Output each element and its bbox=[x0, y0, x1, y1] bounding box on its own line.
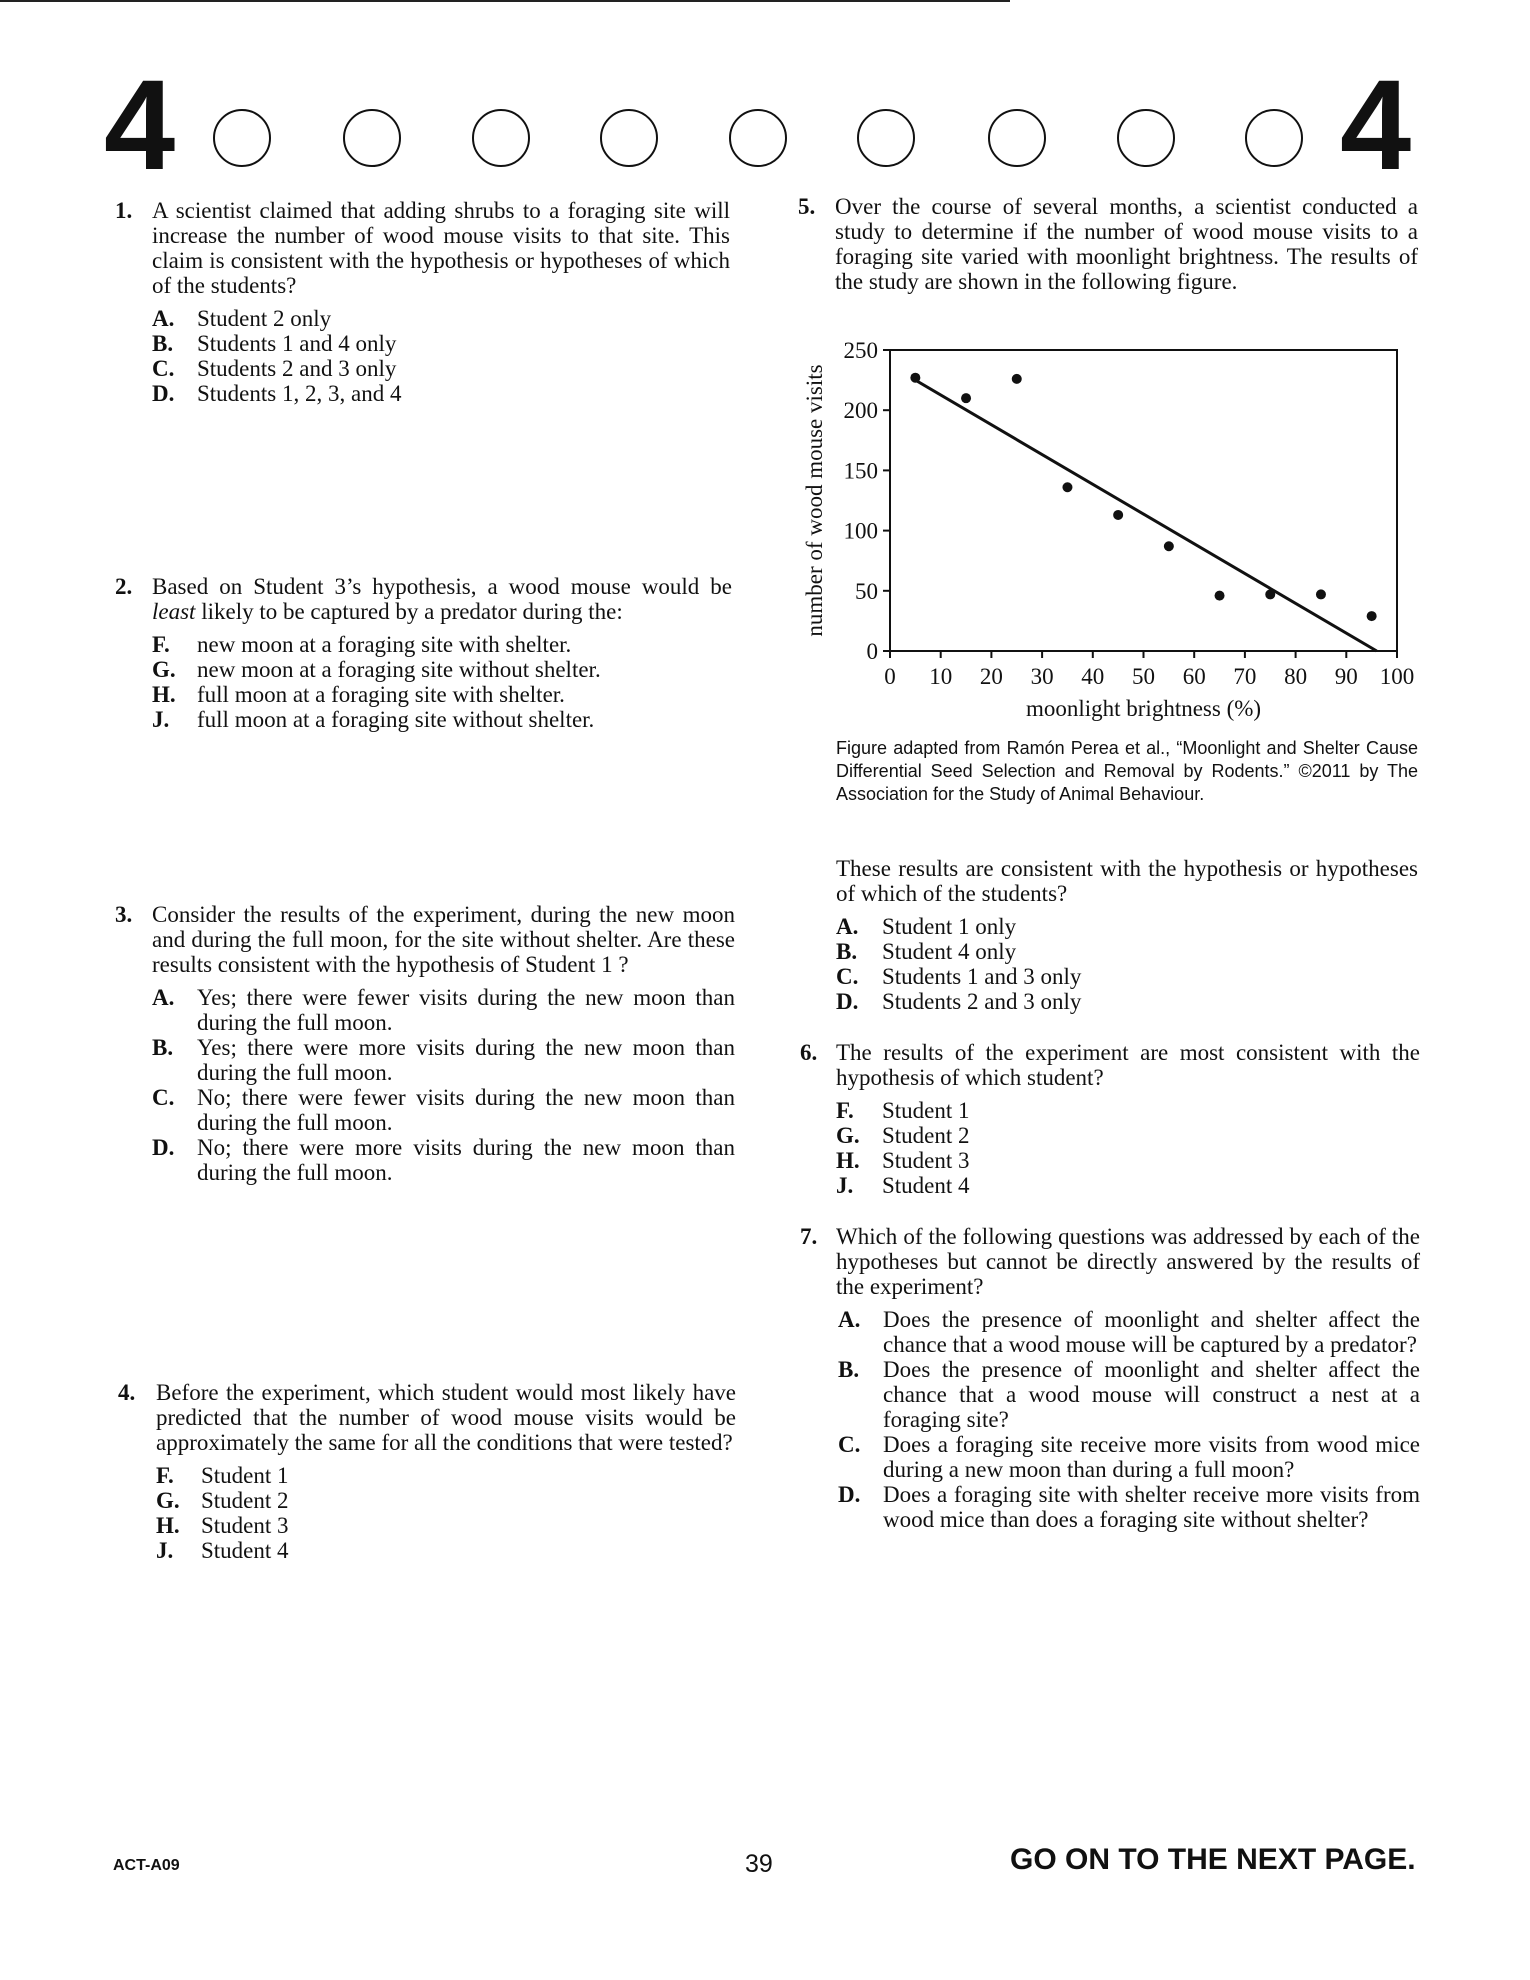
data-point bbox=[910, 373, 920, 383]
answer-option[interactable]: D. Students 2 and 3 only bbox=[836, 989, 1082, 1014]
x-tick-label: 60 bbox=[1182, 664, 1206, 689]
answer-option[interactable]: A. Student 1 only bbox=[836, 914, 1017, 939]
bubble-circle bbox=[600, 109, 658, 167]
bubble-circle bbox=[472, 109, 530, 167]
x-tick-label: 100 bbox=[1379, 664, 1415, 689]
x-tick-label: 40 bbox=[1081, 664, 1105, 689]
question-number: 7. bbox=[800, 1224, 818, 1249]
answer-options bbox=[152, 306, 730, 406]
answer-option[interactable]: A. Yes; there were fewer visits during the new moon than during the full moon. bbox=[152, 985, 735, 1035]
answer-option[interactable]: B. Yes; there were more visits during the new moon than during the full moon. bbox=[152, 1035, 735, 1085]
data-point bbox=[961, 393, 971, 403]
answer-options bbox=[152, 632, 732, 732]
y-tick-label: 50 bbox=[855, 578, 878, 604]
answer-option[interactable]: C. Does a foraging site receive more visits from wood mice during a new moon than during a full moon? bbox=[838, 1432, 1420, 1482]
test-code: ACT-A09 bbox=[113, 1857, 180, 1874]
bubble-circle bbox=[729, 109, 787, 167]
answer-option[interactable]: J. Student 4 bbox=[156, 1538, 289, 1563]
answer-option[interactable]: B. Does the presence of moonlight and shelter affect the chance that a wood mouse will construct a nest at a foraging site? bbox=[838, 1357, 1420, 1432]
answer-option[interactable]: J. full moon at a foraging site without shelter. bbox=[152, 707, 595, 732]
answer-option[interactable]: D. Students 1, 2, 3, and 4 bbox=[152, 381, 402, 406]
data-point bbox=[1062, 482, 1072, 492]
question-number: 3. bbox=[115, 902, 133, 927]
answer-option[interactable]: C. Students 1 and 3 only bbox=[836, 964, 1082, 989]
answer-option[interactable]: D. Does a foraging site with shelter receive more visits from wood mice than does a foraging site without shelter? bbox=[838, 1482, 1420, 1532]
question-7 bbox=[800, 1224, 1420, 1532]
question-3 bbox=[115, 902, 735, 1185]
answer-option[interactable]: F. Student 1 bbox=[156, 1463, 289, 1488]
answer-options bbox=[152, 985, 735, 1185]
y-tick-label: 250 bbox=[843, 338, 878, 363]
answer-option[interactable]: H. full moon at a foraging site with shelter. bbox=[152, 682, 565, 707]
x-tick-label: 70 bbox=[1233, 664, 1257, 689]
answer-option[interactable]: F. new moon at a foraging site with shelter. bbox=[152, 632, 572, 657]
data-point bbox=[1265, 589, 1275, 599]
figure-caption: Figure adapted from Ramón Perea et al., “Moonlight and Shelter Cause Differential Seed Selection and Removal by Rodents.” ©2011 by The Association for the Study of Animal Behaviour. bbox=[836, 738, 1418, 804]
answer-options bbox=[156, 1463, 736, 1563]
answer-option[interactable]: G. Student 2 bbox=[836, 1123, 970, 1148]
answer-options bbox=[836, 1098, 1420, 1198]
data-point bbox=[1012, 374, 1022, 384]
x-tick-label: 50 bbox=[1132, 664, 1155, 689]
section-number-left: 4 bbox=[104, 54, 176, 197]
y-tick-label: 150 bbox=[843, 458, 878, 484]
data-point bbox=[1215, 591, 1225, 601]
answer-option[interactable]: H. Student 3 bbox=[836, 1148, 970, 1173]
x-tick-label: 20 bbox=[979, 664, 1003, 689]
bubble-circle bbox=[988, 109, 1046, 167]
section-number-right: 4 bbox=[1340, 54, 1412, 197]
x-tick-label: 30 bbox=[1030, 664, 1054, 689]
data-point bbox=[1316, 589, 1326, 599]
question-number: 5. bbox=[798, 194, 816, 219]
y-tick-label: 200 bbox=[843, 398, 878, 424]
answer-options bbox=[836, 914, 1418, 1014]
answer-option[interactable]: D. No; there were more visits during the new moon than during the full moon. bbox=[152, 1135, 735, 1185]
answer-option[interactable]: C. Students 2 and 3 only bbox=[152, 356, 397, 381]
answer-option[interactable]: G. Student 2 bbox=[156, 1488, 289, 1513]
question-2 bbox=[115, 574, 732, 732]
question-5 bbox=[798, 194, 1418, 294]
trend-line bbox=[915, 380, 1376, 651]
x-tick-label: 0 bbox=[884, 664, 896, 689]
question-5-followup bbox=[836, 856, 1418, 1014]
question-6 bbox=[800, 1040, 1420, 1198]
answer-option[interactable]: A. Student 2 only bbox=[152, 306, 332, 331]
bubble-circle bbox=[343, 109, 401, 167]
question-stem: Over the course of several months, a scientist conducted a study to determine if the number of wood mouse visits to a foraging site varied with moonlight brightness. The results of the study are shown in the following figure. bbox=[835, 194, 1418, 294]
data-point bbox=[1113, 510, 1123, 520]
bubble-circle bbox=[213, 109, 271, 167]
question-stem: Based on Student 3’s hypothesis, a wood mouse would be least likely to be captured by a predator during the: bbox=[152, 574, 732, 624]
question-stem: A scientist claimed that adding shrubs to a foraging site will increase the number of wood mouse visits to that site. This claim is consistent with the hypothesis or hypotheses of which of the students? bbox=[152, 198, 730, 298]
scatter-chart bbox=[790, 335, 1420, 735]
x-tick-label: 90 bbox=[1334, 664, 1358, 689]
question-number: 2. bbox=[115, 574, 133, 599]
bubble-circle bbox=[1117, 109, 1175, 167]
y-axis-title: number of wood mouse visits bbox=[802, 364, 827, 637]
x-tick-label: 10 bbox=[929, 664, 953, 689]
question-1 bbox=[115, 198, 730, 406]
data-point bbox=[1164, 541, 1174, 551]
answer-option[interactable]: B. Student 4 only bbox=[836, 939, 1017, 964]
page-number: 39 bbox=[745, 1850, 773, 1878]
answer-option[interactable]: J. Student 4 bbox=[836, 1173, 970, 1198]
question-stem: Consider the results of the experiment, during the new moon and during the full moon, for the site without shelter. Are these results consistent with the hypothesis of Student 1 ? bbox=[152, 902, 735, 977]
bubble-circle bbox=[1245, 109, 1303, 167]
question-number: 4. bbox=[118, 1380, 136, 1405]
bubble-circle bbox=[857, 109, 915, 167]
y-tick-label: 0 bbox=[866, 639, 878, 664]
question-stem: Before the experiment, which student would most likely have predicted that the number of wood mouse visits would be approximately the same for all the conditions that were tested? bbox=[156, 1380, 736, 1455]
top-rule bbox=[0, 0, 1010, 2]
answer-option[interactable]: C. No; there were fewer visits during the new moon than during the full moon. bbox=[152, 1085, 735, 1135]
answer-option[interactable]: A. Does the presence of moonlight and shelter affect the chance that a wood mouse will be captured by a predator? bbox=[838, 1307, 1420, 1357]
question-4 bbox=[118, 1380, 736, 1563]
data-point bbox=[1367, 611, 1377, 621]
question-stem: Which of the following questions was addressed by each of the hypotheses but cannot be directly answered by the results of the experiment? bbox=[836, 1224, 1420, 1299]
answer-option[interactable]: H. Student 3 bbox=[156, 1513, 289, 1538]
answer-option[interactable]: F. Student 1 bbox=[836, 1098, 970, 1123]
next-page-notice: GO ON TO THE NEXT PAGE. bbox=[1010, 1843, 1416, 1876]
answer-option[interactable]: B. Students 1 and 4 only bbox=[152, 331, 397, 356]
question-followup-text: These results are consistent with the hypothesis or hypotheses of which of the students? bbox=[836, 856, 1418, 906]
question-number: 6. bbox=[800, 1040, 818, 1065]
answer-options bbox=[838, 1307, 1420, 1532]
answer-option[interactable]: G. new moon at a foraging site without shelter. bbox=[152, 657, 601, 682]
question-number: 1. bbox=[115, 198, 133, 223]
question-stem: The results of the experiment are most consistent with the hypothesis of which student? bbox=[836, 1040, 1420, 1090]
y-tick-label: 100 bbox=[843, 518, 878, 544]
x-axis-title: moonlight brightness (%) bbox=[1025, 696, 1262, 721]
x-tick-label: 80 bbox=[1284, 664, 1308, 689]
